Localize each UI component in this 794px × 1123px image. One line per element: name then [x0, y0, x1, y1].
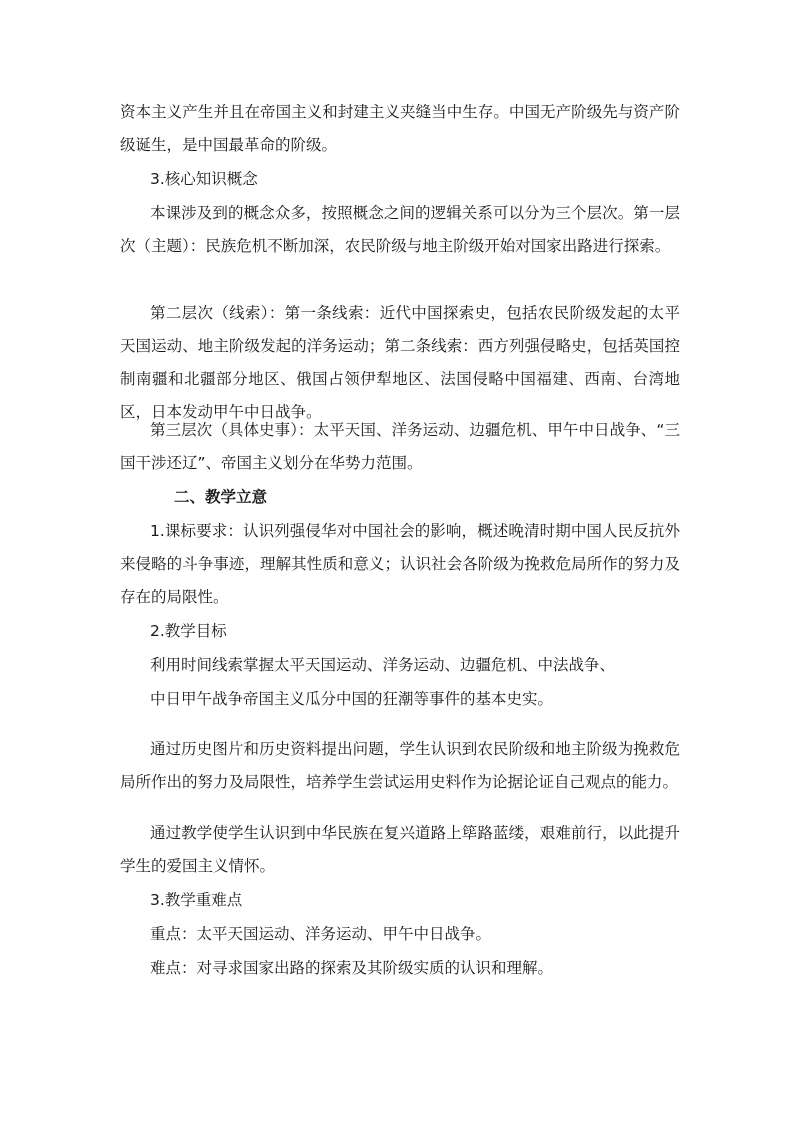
- paragraph-difficult-points: 难点：对寻求国家出路的探索及其阶级实质的认识和理解。: [150, 959, 554, 977]
- section-heading-teaching-intent: 二、教学立意: [174, 488, 268, 506]
- paragraph-goal-facts: 中日甲午战争帝国主义瓜分中国的狂潮等事件的基本史实。: [150, 690, 554, 708]
- paragraph-intro-continuation: 资本主义产生并且在帝国主义和封建主义夹缝当中生存。中国无产阶级先与资产阶级诞生，是中国最革命的阶级。: [120, 103, 680, 154]
- section-heading-teaching-goals: 2.教学目标: [150, 622, 227, 640]
- paragraph-goal-sources: 通过历史图片和历史资料提出问题，学生认识到农民阶级和地主阶级为挽救危局所作出的努力及局限性，培养学生尝试运用史料作为论据论证自己观点的能力。: [120, 740, 680, 791]
- section-heading-core-concepts: 3.核心知识概念: [150, 170, 258, 188]
- paragraph-goal-patriotism: 通过教学使学生认识到中华民族在复兴道路上筚路蓝缕，艰难前行，以此提升学生的爱国主义情怀。: [120, 824, 680, 875]
- paragraph-goal-timeline: 利用时间线索掌握太平天国运动、洋务运动、边疆危机、中法战争、: [150, 656, 616, 674]
- paragraph-curriculum-requirements: 1.课标要求：认识列强侵华对中国社会的影响，概述晚清时期中国人民反抗外来侵略的斗争事迹，理解其性质和意义；认识社会各阶级为挽救危局所作的努力及存在的局限性。: [120, 522, 680, 606]
- paragraph-concept-levels: 本课涉及到的概念众多，按照概念之间的逻辑关系可以分为三个层次。第一层次（主题）：民族危机不断加深，农民阶级与地主阶级开始对国家出路进行探索。: [120, 204, 680, 255]
- paragraph-third-level: 第三层次（具体史事）：太平天国、洋务运动、边疆危机、甲午中日战争、“三国干涉还辽”、帝国主义划分在华势力范围。: [120, 421, 680, 472]
- paragraph-key-points: 重点：太平天国运动、洋务运动、甲午中日战争。: [150, 925, 492, 943]
- paragraph-second-level: 第二层次（线索）：第一条线索：近代中国探索史，包括农民阶级发起的太平天国运动、地主阶级发起的洋务运动；第二条线索：西方列强侵略史，包括英国控制南疆和北疆部分地区、俄国占领伊犁地区、法国侵略中国福建、西南、台湾地区，日本发动甲午中日战争。: [120, 304, 680, 421]
- section-heading-key-points: 3.教学重难点: [150, 891, 243, 909]
